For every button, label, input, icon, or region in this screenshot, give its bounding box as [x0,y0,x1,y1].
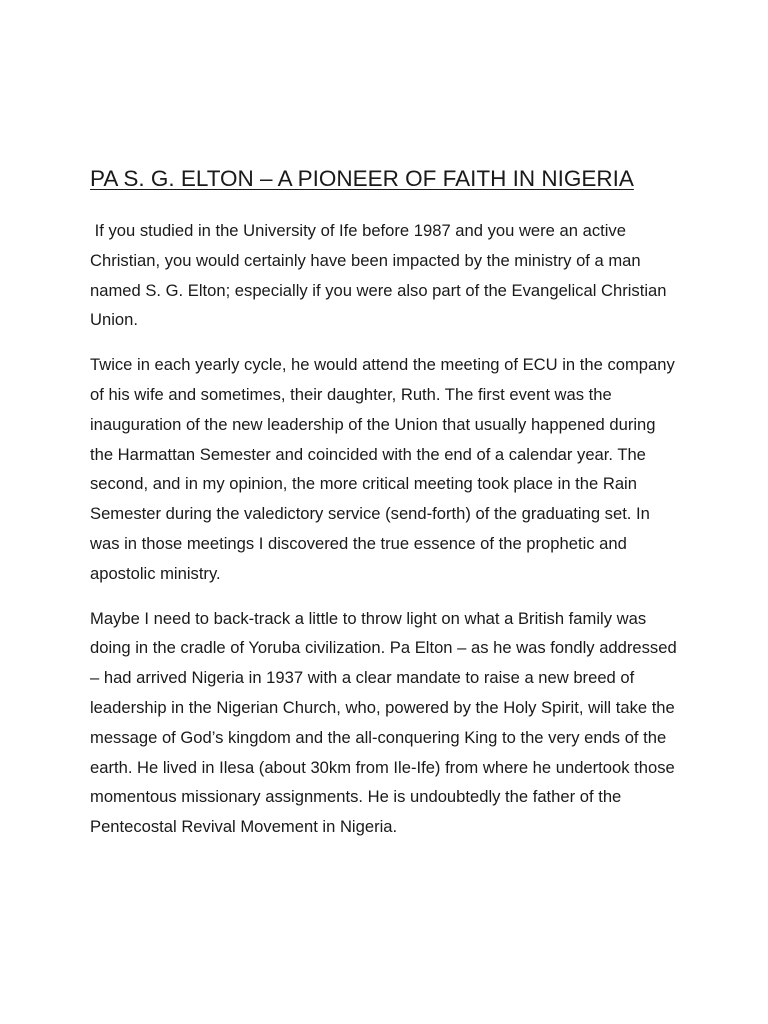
document-page [90,164,682,857]
paragraph-ecu-meetings: Twice in each yearly cycle, he would attend the meeting of ECU in the company of his wife and sometimes, their daughter, Ruth. The first event was the inauguration of the new leadership of the Union that usually happened during the Harmattan Semester and coincided with the end of a calendar year. The second, and in my opinion, the more critical meeting took place in the Rain Semester during the valedictory service (send-forth) of the graduating set. In was in those meetings I discovered the true essence of the prophetic and apostolic ministry. [90,355,675,583]
paragraph-intro: If you studied in the University of Ife before 1987 and you were an active Christian, you would certainly have been impacted by the ministry of a man named S. G. Elton; especially if you were also part of the Evangelical Christian Union. [90,221,672,330]
paragraph-background: Maybe I need to back-track a little to throw light on what a British family was doing in the cradle of Yoruba civilization. Pa Elton – as he was fondly addressed – had arrived Nigeria in 1937 with a clear mandate to raise a new breed of leadership in the Nigerian Church, who, powered by the Holy Spirit, will take the message of God’s kingdom and the all-conquering King to the very ends of the earth. He lived in Ilesa (about 30km from Ile-Ife) from where he undertook those momentous missionary assignments. He is undoubtedly the father of the Pentecostal Revival Movement in Nigeria. [90,608,677,837]
document-title: PA S. G. ELTON – A PIONEER OF FAITH IN NIGERIA [90,166,634,191]
